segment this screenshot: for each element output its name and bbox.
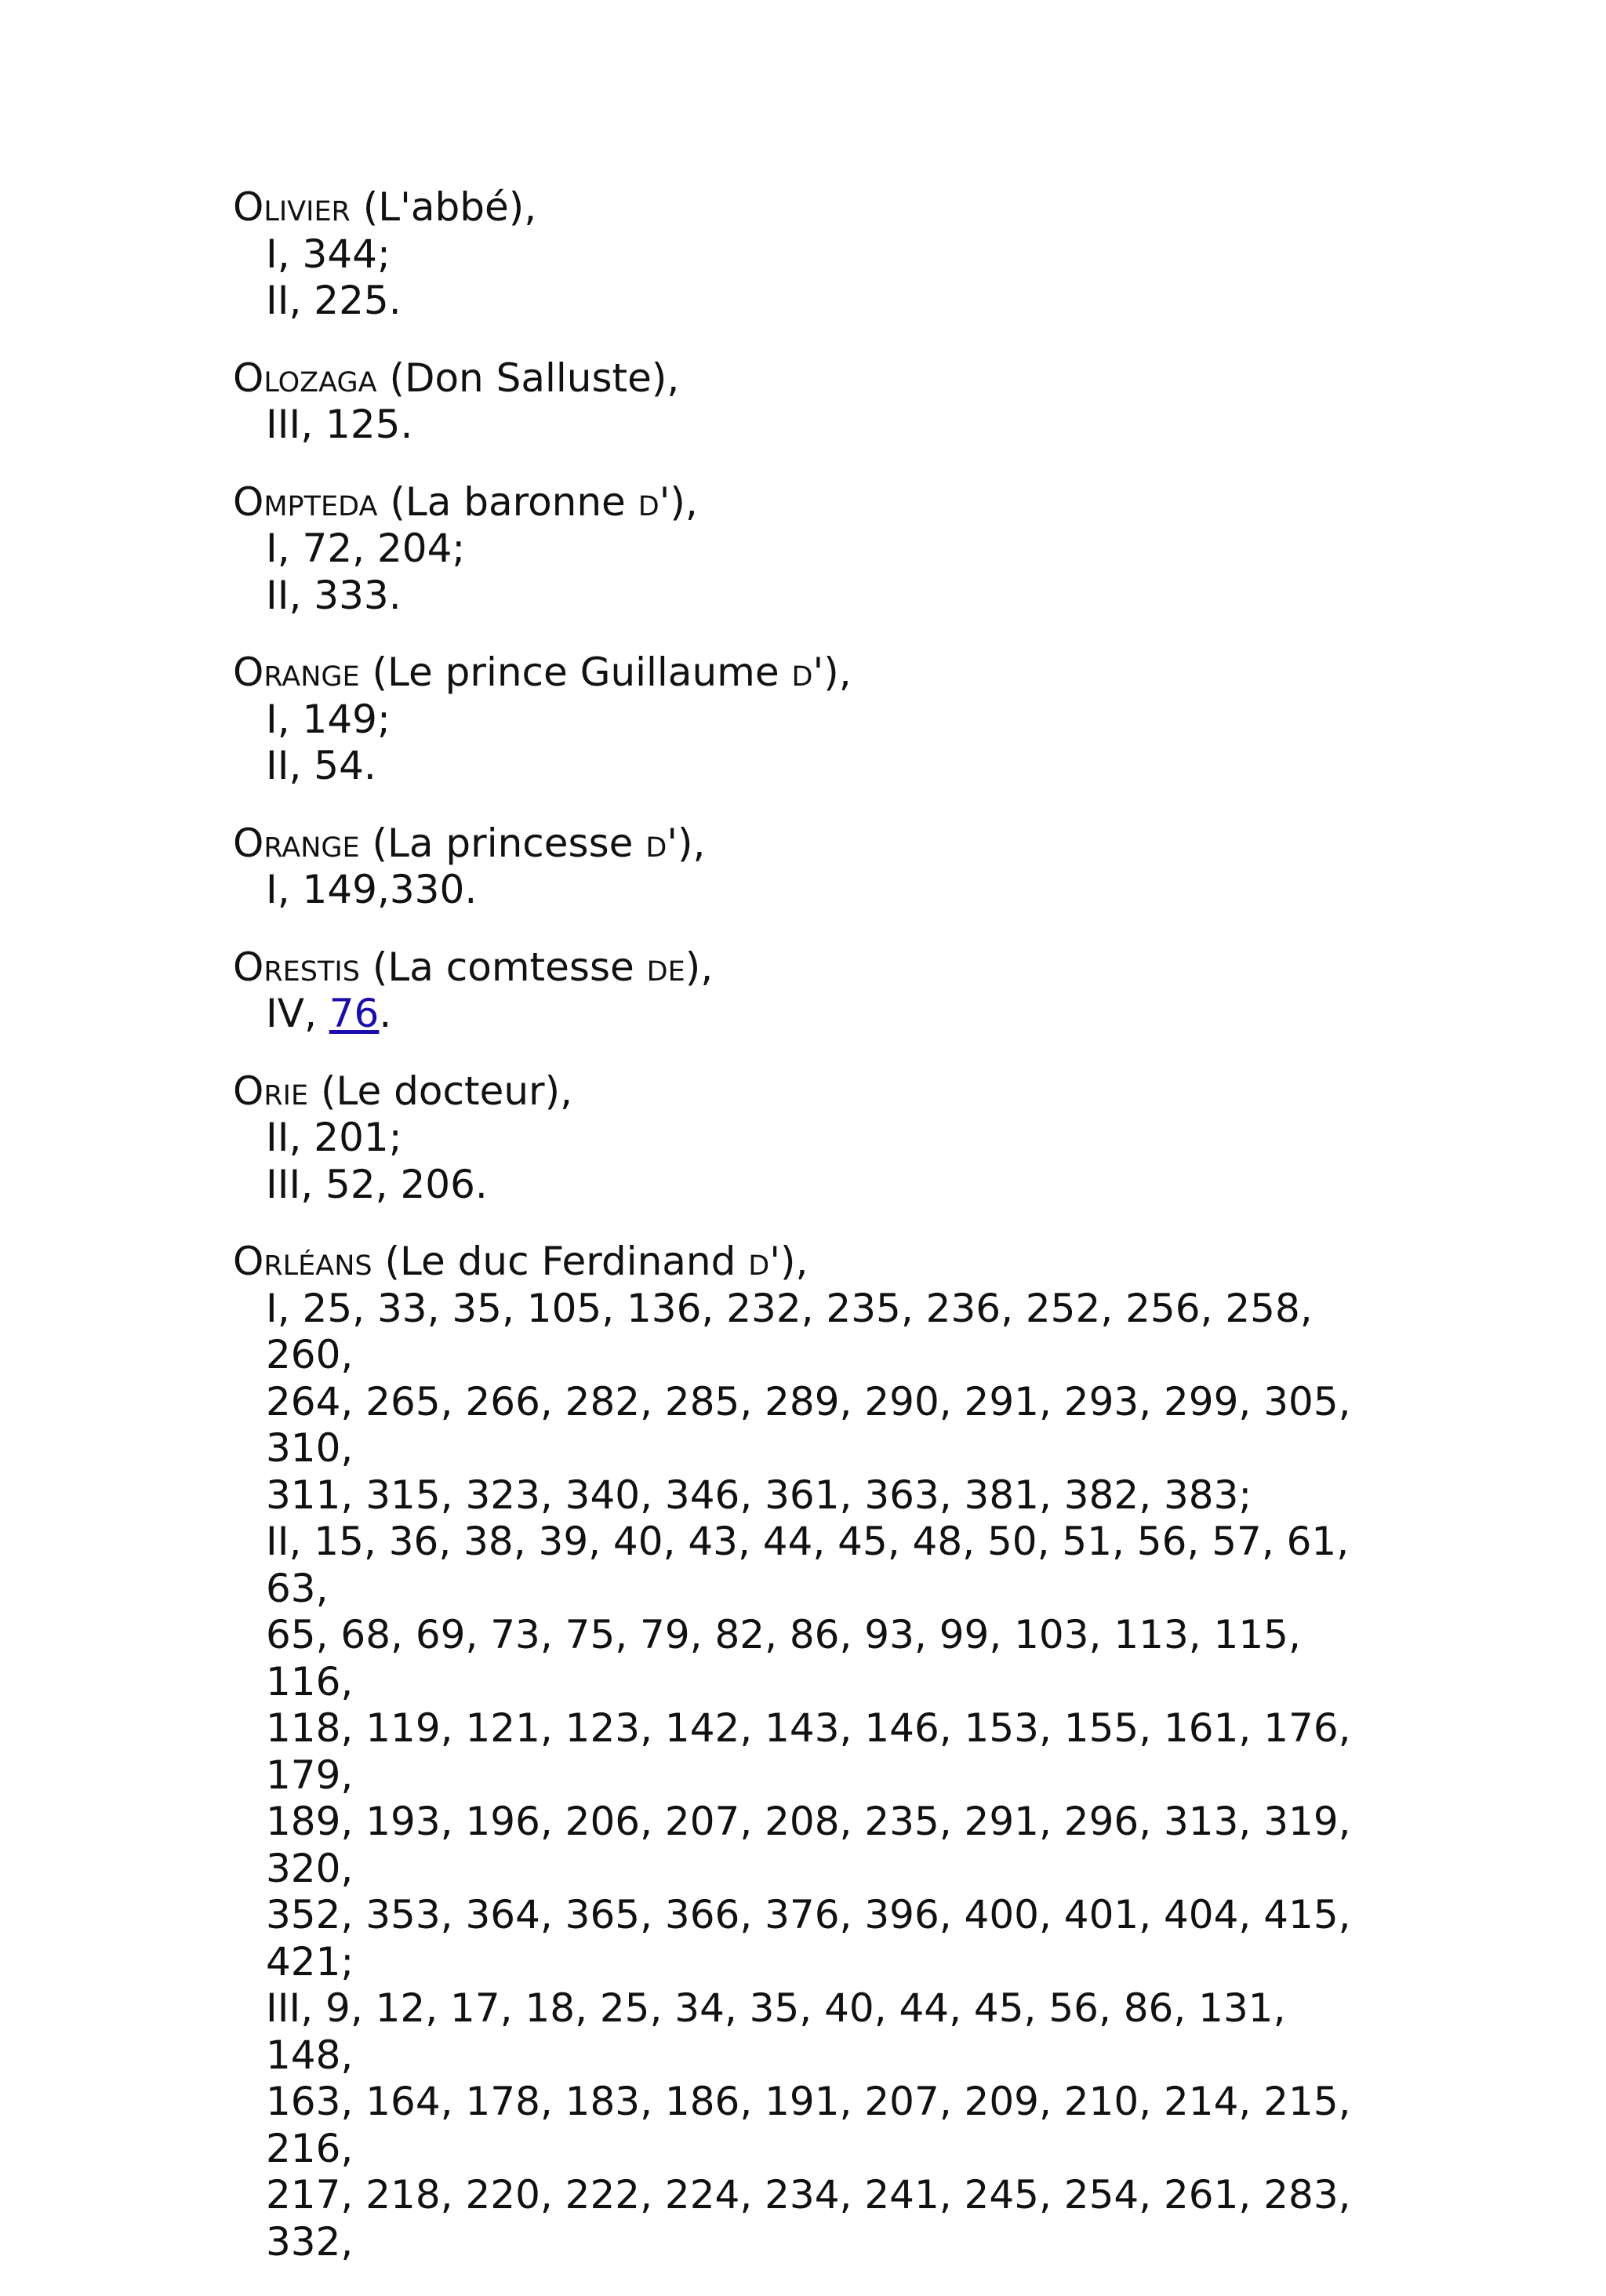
volume-number: II: [266, 743, 289, 788]
punctuation: ;: [452, 526, 466, 571]
entry-qualifier: (La comtesse: [372, 944, 634, 990]
volume-reference: III, 52, 206.: [266, 1161, 488, 1207]
entry-qualifier: (La baronne: [390, 478, 626, 525]
volume-number: II: [266, 278, 289, 323]
volume-number: III: [266, 402, 301, 447]
entry-heading: [233, 184, 1378, 231]
entry-heading: [233, 1068, 1378, 1115]
punctuation: .: [388, 278, 402, 323]
entry-surname: Olozaga: [233, 355, 377, 401]
punctuation: .: [379, 991, 392, 1036]
entry-qualifier: (L'abbé),: [362, 184, 537, 230]
entry-particle: de: [646, 944, 685, 990]
volume-number: I: [266, 526, 278, 571]
entry-qualifier: (Le duc Ferdinand: [384, 1239, 736, 1284]
page-list-line: I, 25, 33, 35, 105, 136, 232, 235, 236, 252, 256, 258, 260,: [266, 1285, 1313, 1377]
page-list-line: 311, 315, 323, 340, 346, 361, 363, 381, 382, 383;: [266, 1472, 1252, 1518]
entry-surname: Orléans: [233, 1239, 372, 1284]
page-list-line: 118, 119, 121, 123, 142, 143, 146, 153, 155, 161, 176, 179,: [266, 1705, 1351, 1798]
punctuation: .: [464, 867, 478, 912]
volume-number: II: [266, 572, 289, 618]
entry-particle: d': [638, 478, 670, 525]
entry-close: ),: [823, 650, 852, 695]
index-entry-orleans: [233, 1239, 1378, 2265]
page-numbers: 201: [314, 1115, 389, 1160]
punctuation: ;: [388, 1115, 402, 1160]
entry-heading: [233, 479, 1378, 526]
entry-qualifier: (Don Salluste),: [389, 355, 680, 401]
page-numbers: 149,330: [302, 867, 465, 912]
volume-number: I: [266, 867, 278, 912]
volume-reference: II, 333.: [266, 572, 402, 618]
entry-surname: Orange: [233, 650, 360, 695]
punctuation: .: [388, 572, 402, 618]
page-list-line: 352, 353, 364, 365, 366, 376, 396, 400, 401, 404, 415, 421;: [266, 1892, 1351, 1985]
entry-close: ),: [678, 820, 706, 866]
index-entry-orie: [233, 1068, 1378, 1209]
index-entry-orestis: [233, 944, 1378, 1038]
punctuation: ;: [376, 231, 391, 277]
volume-reference: I, 72, 204;: [266, 526, 466, 571]
volume-number: I: [266, 696, 278, 742]
entry-heading: [233, 355, 1378, 402]
punctuation: .: [363, 743, 376, 788]
punctuation: ;: [376, 696, 391, 742]
entry-particle: d': [791, 650, 824, 695]
volume-number: II: [266, 1115, 289, 1160]
entry-qualifier: (La princesse: [372, 820, 634, 866]
punctuation: .: [474, 1161, 488, 1207]
entry-particle: d': [748, 1239, 780, 1284]
page-list-line: 163, 164, 178, 183, 186, 191, 207, 209, 210, 214, 215, 216,: [266, 2079, 1351, 2171]
volume-number: IV: [266, 991, 304, 1036]
volume-reference: I, 344;: [266, 231, 391, 277]
page-numbers: 72, 204: [302, 526, 452, 571]
page-list-line: III, 9, 12, 17, 18, 25, 34, 35, 40, 44, 45, 56, 86, 131, 148,: [266, 1985, 1286, 2078]
volume-reference: II, 201;: [266, 1115, 402, 1160]
page-list-line: 65, 68, 69, 73, 75, 79, 82, 86, 93, 99, 103, 113, 115, 116,: [266, 1612, 1301, 1705]
page-link[interactable]: 76: [329, 991, 380, 1036]
index-entry-olivier: [233, 184, 1378, 325]
volume-number: I: [266, 231, 278, 277]
entry-qualifier: (Le prince Guillaume: [372, 650, 779, 695]
entry-surname: Ompteda: [233, 478, 378, 525]
index-page: [233, 184, 1378, 2296]
page-numbers: 52, 206: [325, 1161, 475, 1207]
volume-reference: IV, 76.: [266, 991, 392, 1036]
entry-heading: [233, 944, 1378, 992]
index-entry-orange-princesse: [233, 821, 1378, 914]
index-entry-orange-prince: [233, 650, 1378, 790]
entry-surname: Olivier: [233, 184, 351, 230]
entry-surname: Orange: [233, 820, 360, 866]
entry-heading: [233, 821, 1378, 868]
entry-close: ),: [670, 478, 698, 525]
page-numbers: 344: [302, 231, 377, 277]
entry-surname: Orie: [233, 1068, 309, 1114]
volume-reference: III, 125.: [266, 402, 413, 447]
volume-number: III: [266, 1161, 301, 1207]
entry-qualifier: (Le docteur),: [321, 1068, 573, 1114]
page-list-line: 264, 265, 266, 282, 285, 289, 290, 291, 293, 299, 305, 310,: [266, 1378, 1351, 1471]
page-numbers: 149: [302, 696, 377, 742]
page-list-line: 217, 218, 220, 222, 224, 234, 241, 245, 254, 261, 283, 332,: [266, 2172, 1351, 2265]
entry-heading: [233, 650, 1378, 697]
page-numbers: 125: [325, 402, 401, 447]
entry-surname: Orestis: [233, 944, 360, 990]
index-entry-olozaga: [233, 355, 1378, 449]
volume-reference: II, 225.: [266, 278, 402, 323]
volume-reference: II, 54.: [266, 743, 376, 788]
entry-close: ),: [779, 1239, 808, 1284]
entry-particle: d': [645, 820, 678, 866]
page-numbers: 333: [314, 572, 389, 618]
page-numbers: 54: [314, 743, 364, 788]
entry-close: ),: [685, 944, 714, 990]
page-list-line: 189, 193, 196, 206, 207, 208, 235, 291, 296, 313, 319, 320,: [266, 1799, 1351, 1891]
volume-reference: I, 149,330.: [266, 867, 478, 912]
entry-heading: [233, 1239, 1378, 1286]
page-numbers: 225: [314, 278, 389, 323]
volume-reference: I, 149;: [266, 696, 391, 742]
punctuation: .: [400, 402, 413, 447]
page-list-line: II, 15, 36, 38, 39, 40, 43, 44, 45, 48, 50, 51, 56, 57, 61, 63,: [266, 1519, 1350, 1611]
index-entry-ompteda: [233, 479, 1378, 620]
